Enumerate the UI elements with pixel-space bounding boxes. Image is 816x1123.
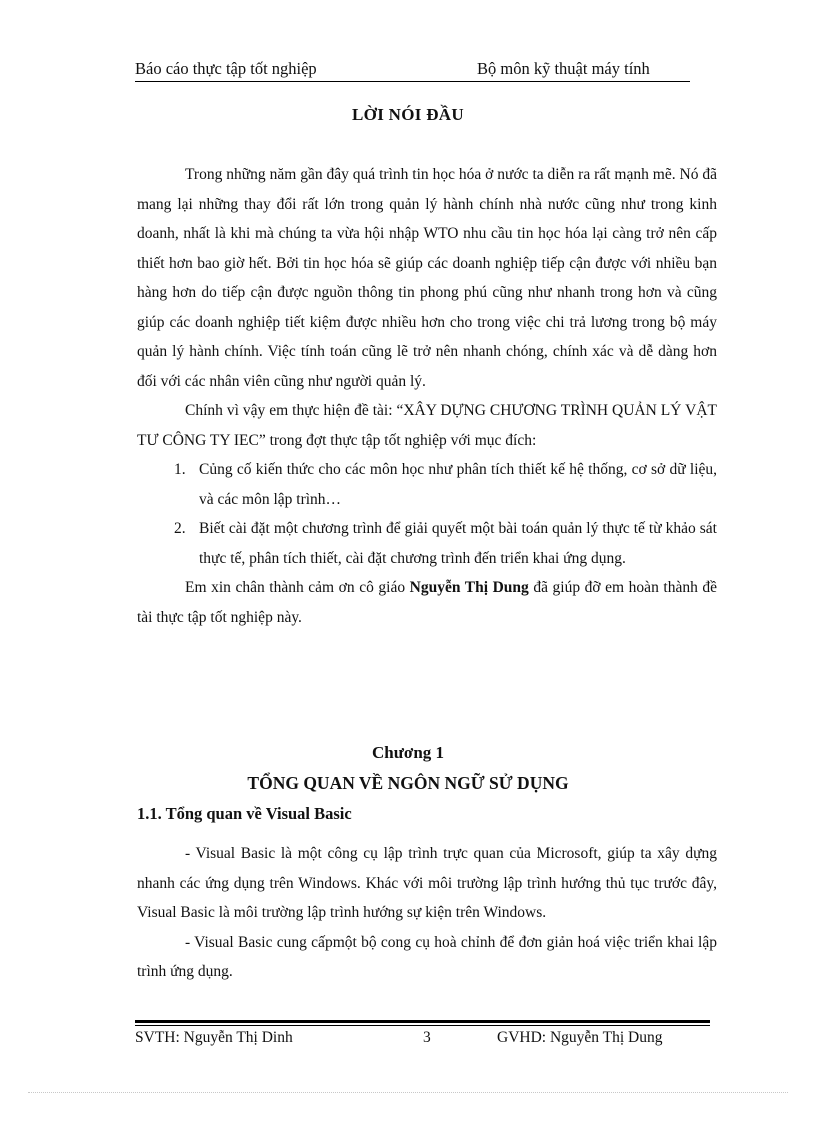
section-heading: 1.1. Tổng quan về Visual Basic	[137, 804, 352, 823]
footer-advisor: GVHD: Nguyễn Thị Dung	[497, 1029, 663, 1046]
advisor-name: Nguyễn Thị Dung	[409, 579, 529, 596]
list-item	[174, 455, 717, 514]
intro-section	[137, 160, 717, 632]
thanks-paragraph	[137, 573, 717, 632]
chapter-title: TỔNG QUAN VỀ NGÔN NGỮ SỬ DỤNG	[247, 773, 569, 793]
section-body	[137, 839, 717, 987]
footer-rule-thick	[135, 1020, 710, 1023]
page-title: LỜI NÓI ĐẦU	[352, 105, 464, 124]
page-bottom-border	[28, 1092, 788, 1093]
thanks-text-after: đã giúp đỡ em hoàn thành đề tài thực tập tốt nghiệp này.	[137, 579, 718, 626]
chapter-number: Chương 1	[371, 743, 445, 762]
intro-paragraph-1: Trong những năm gần đây quá trình tin học hóa ở nước ta diễn ra rất mạnh mẽ. Nó đã mang lại những thay đổi rất lớn trong quản lý hành chính nhà nước cũng như trong kinh doanh, nhất là khi mà chúng ta vừa hội nhập WTO nhu cầu tin học hóa lại càng trở nên cấp thiết hơn bao giờ hết. Bởi tin học hóa sẽ giúp các doanh nghiệp tiếp cận được với nhiều bạn hàng hơn do tiếp cận được nguồn thông tin phong phú cũng như nhanh trong hơn và cũng giúp các doanh nghiệp tiết kiệm được nhiều hơn cho trong việc chi trả lương trong bộ máy quản lý hành chính. Việc tính toán cũng lẽ trở nên nhanh chóng, chính xác và dễ dàng hơn đối với các nhân viên cũng như người quản lý.	[137, 166, 717, 390]
header-department: Bộ môn kỹ thuật máy tính	[477, 59, 650, 78]
purpose-list	[137, 455, 717, 573]
section-paragraph-2: - Visual Basic cung cấpmột bộ cong cụ hoà chỉnh để đơn giản hoá việc triển khai lập trình ứng dụng.	[137, 933, 717, 980]
thanks-text-before: Em xin chân thành cảm ơn cô giáo	[185, 579, 410, 596]
list-item-text: Biết cài đặt một chương trình để giải quyết một bài toán quản lý thực tế từ khảo sát thực tế, phân tích thiết, cài đặt chương trình đến triển khai ứng dụng.	[199, 520, 717, 567]
page-number: 3	[423, 1029, 431, 1046]
intro-paragraph-2: Chính vì vậy em thực hiện đề tài: “XÂY DỰNG CHƯƠNG TRÌNH QUẢN LÝ VẬT TƯ CÔNG TY IEC” trong đợt thực tập tốt nghiệp với mục đích:	[137, 402, 717, 449]
section-paragraph-1: - Visual Basic là một công cụ lập trình trực quan của Microsoft, giúp ta xây dựng nhanh các ứng dụng trên Windows. Khác với môi trường lập trình hướng thủ tục trước đây, Visual Basic là môi trường lập trình hướng sự kiện trên Windows.	[137, 845, 717, 921]
list-item	[174, 514, 717, 573]
list-item-number: 2.	[174, 520, 186, 537]
list-item-number: 1.	[174, 461, 186, 478]
footer-rule-thin	[135, 1025, 710, 1026]
header-rule	[135, 81, 690, 82]
page-footer	[135, 1020, 710, 1052]
list-item-text: Củng cố kiến thức cho các môn học như phân tích thiết kế hệ thống, cơ sở dữ liệu, và các môn lập trình…	[199, 461, 717, 508]
footer-student: SVTH: Nguyễn Thị Dinh	[135, 1029, 293, 1046]
page-header	[135, 58, 690, 82]
header-report-title: Báo cáo thực tập tốt nghiệp	[135, 59, 317, 78]
